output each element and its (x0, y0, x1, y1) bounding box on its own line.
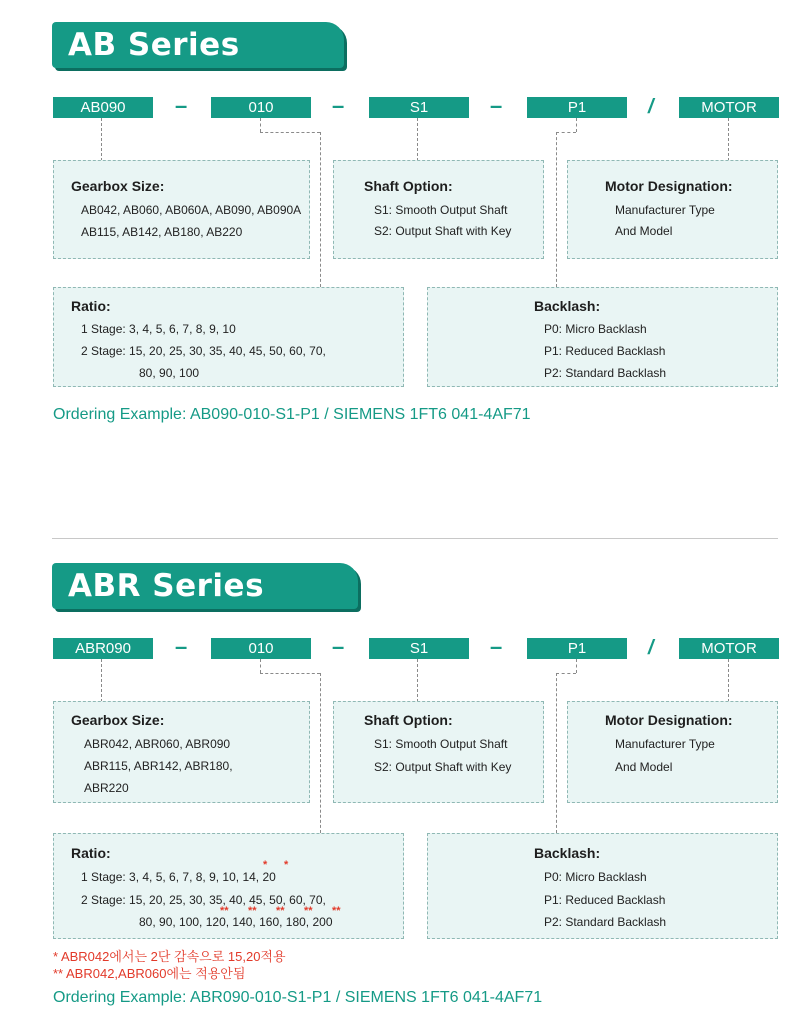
abr-shaft-code: S1 (369, 638, 469, 659)
abr-shaft-line-1: S1: Smooth Output Shaft (374, 737, 508, 751)
abr-motor-line-1: Manufacturer Type (615, 737, 715, 751)
abr-ratio-stage2: 2 Stage: 15, 20, 25, 30, 35, 40, 45, 50, 60, 70, (81, 893, 326, 907)
ab-backlash-line-2: P1: Reduced Backlash (544, 344, 666, 358)
ab-ratio-stage2-cont: 80, 90, 100 (139, 366, 200, 380)
abr-ratio-mark-double: ** (304, 905, 313, 917)
ab-ratio-code: 010 (211, 97, 311, 118)
abr-gearbox-line-2: ABR115, ABR142, ABR180, (84, 759, 233, 773)
ab-shaft-code: S1 (369, 97, 469, 118)
abr-connector (260, 659, 261, 673)
ab-connector (728, 118, 729, 161)
ab-dash-3: – (490, 93, 503, 118)
abr-ratio-mark-single: * (263, 859, 268, 871)
ab-connector (417, 118, 418, 161)
abr-shaft-line-2: S2: Output Shaft with Key (374, 760, 512, 774)
abr-dash-1: – (175, 634, 188, 659)
ab-connector (260, 132, 320, 133)
abr-dash-3: – (490, 634, 503, 659)
abr-connector (556, 673, 557, 833)
abr-model-code: ABR090 (53, 638, 153, 659)
abr-gearbox-line-1: ABR042, ABR060, ABR090 (84, 737, 231, 751)
ab-dash-1: – (175, 93, 188, 118)
ab-shaft-heading: Shaft Option: (364, 178, 453, 194)
ab-ratio-box (53, 287, 404, 387)
section-divider (52, 538, 778, 539)
ab-connector (556, 132, 557, 287)
ab-gearbox-line-2: AB115, AB142, AB180, AB220 (81, 225, 243, 239)
abr-ratio-mark-double: ** (276, 905, 285, 917)
abr-ratio-stage1: 1 Stage: 3, 4, 5, 6, 7, 8, 9, 10, 14, 20 (81, 870, 276, 884)
abr-backlash-box (427, 833, 778, 939)
ab-backlash-line-1: P0: Micro Backlash (544, 322, 647, 336)
ab-motor-heading: Motor Designation: (605, 178, 733, 194)
ab-ratio-heading: Ratio: (71, 298, 111, 314)
abr-series-title: ABR Series (52, 563, 358, 609)
abr-motor-heading: Motor Designation: (605, 712, 733, 728)
abr-ratio-stage2-cont: 80, 90, 100, 120, 140, 160, 180, 200 (139, 915, 333, 929)
abr-connector (260, 673, 320, 674)
ab-motor-code: MOTOR (679, 97, 779, 118)
ab-gearbox-heading: Gearbox Size: (71, 178, 165, 194)
abr-motor-box (567, 701, 778, 803)
abr-backlash-line-1: P0: Micro Backlash (544, 870, 647, 884)
ab-backlash-code: P1 (527, 97, 627, 118)
abr-backlash-code: P1 (527, 638, 627, 659)
abr-slash: / (648, 637, 654, 659)
ab-connector (260, 118, 261, 132)
ab-backlash-box (427, 287, 778, 387)
ab-ordering-example: Ordering Example: AB090-010-S1-P1 / SIEMENS 1FT6 041-4AF71 (53, 406, 531, 423)
ab-backlash-heading: Backlash: (534, 298, 601, 314)
abr-connector (576, 659, 577, 673)
ab-motor-line-2: And Model (615, 224, 673, 238)
abr-ratio-mark-double: ** (248, 905, 257, 917)
abr-ratio-box (53, 833, 404, 939)
abr-backlash-heading: Backlash: (534, 845, 601, 861)
ab-motor-box (567, 160, 778, 259)
abr-gearbox-heading: Gearbox Size: (71, 712, 165, 728)
abr-connector (556, 673, 576, 674)
abr-connector (417, 659, 418, 702)
ab-gearbox-box (53, 160, 310, 259)
abr-ratio-mark-double: ** (332, 905, 341, 917)
ab-shaft-line-2: S2: Output Shaft with Key (374, 224, 512, 238)
ab-connector (320, 132, 321, 287)
abr-motor-code: MOTOR (679, 638, 779, 659)
ab-gearbox-line-1: AB042, AB060, AB060A, AB090, AB090A (81, 203, 302, 217)
abr-ratio-mark-double: ** (220, 905, 229, 917)
abr-ordering-example: Ordering Example: ABR090-010-S1-P1 / SIEMENS 1FT6 041-4AF71 (53, 989, 543, 1006)
ab-model-code: AB090 (53, 97, 153, 118)
abr-connector (101, 659, 102, 702)
abr-note-1: * ABR042에서는 2단 감속으로 15,20적용 (53, 949, 286, 964)
ab-connector (576, 118, 577, 132)
ab-ratio-stage2: 2 Stage: 15, 20, 25, 30, 35, 40, 45, 50, 60, 70, (81, 344, 326, 358)
abr-ratio-code: 010 (211, 638, 311, 659)
ab-shaft-line-1: S1: Smooth Output Shaft (374, 203, 508, 217)
ab-ratio-stage1: 1 Stage: 3, 4, 5, 6, 7, 8, 9, 10 (81, 322, 236, 336)
ab-motor-line-1: Manufacturer Type (615, 203, 715, 217)
abr-gearbox-line-3: ABR220 (84, 781, 129, 795)
ab-backlash-line-3: P2: Standard Backlash (544, 366, 667, 380)
ab-shaft-box (333, 160, 544, 259)
abr-connector (320, 673, 321, 833)
abr-ratio-heading: Ratio: (71, 845, 111, 861)
abr-dash-2: – (332, 634, 345, 659)
ab-dash-2: – (332, 93, 345, 118)
abr-motor-line-2: And Model (615, 760, 673, 774)
ab-connector (556, 132, 576, 133)
abr-note-2: ** ABR042,ABR060에는 적용안됨 (53, 966, 246, 981)
abr-connector (728, 659, 729, 702)
abr-backlash-line-3: P2: Standard Backlash (544, 915, 667, 929)
abr-shaft-heading: Shaft Option: (364, 712, 453, 728)
abr-backlash-line-2: P1: Reduced Backlash (544, 893, 666, 907)
abr-shaft-box (333, 701, 544, 803)
abr-ratio-mark-single: * (284, 859, 289, 871)
ab-connector (101, 118, 102, 161)
abr-gearbox-box (53, 701, 310, 803)
ab-series-title: AB Series (52, 22, 344, 68)
ab-slash: / (648, 96, 654, 118)
